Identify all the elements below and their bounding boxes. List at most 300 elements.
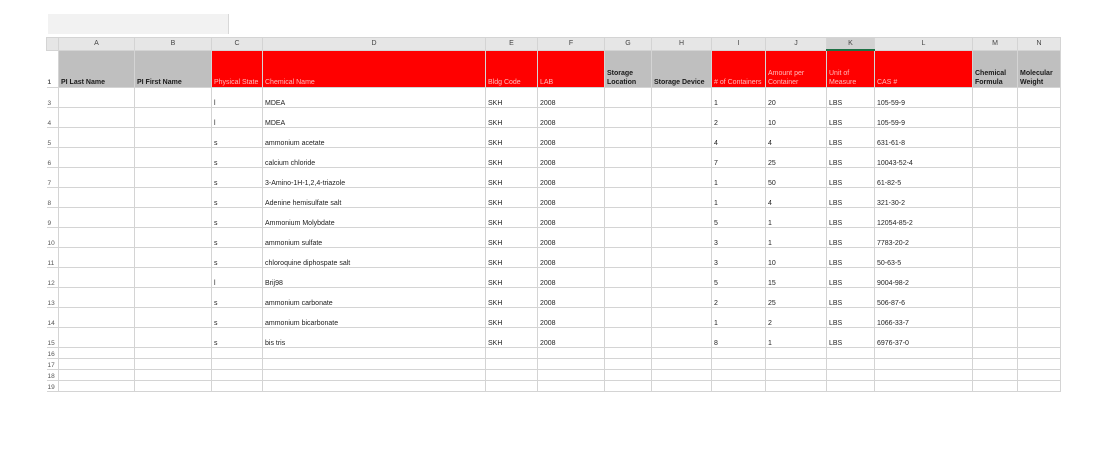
empty-cell[interactable] [263,370,486,381]
cell-chemical-name[interactable]: Brij98 [263,268,486,288]
table-row [47,228,1061,248]
header-cell-molecular-weight[interactable]: Molecular Weight [1018,50,1061,88]
empty-cell[interactable] [538,370,605,381]
cell-pi-last-name[interactable] [59,88,135,108]
cell-amount-per-container[interactable]: 4 [766,128,827,148]
empty-cell[interactable] [59,370,135,381]
table-row [47,328,1061,348]
cell-unit-of-measure[interactable]: LBS [827,188,875,208]
empty-cell[interactable] [59,381,135,392]
cell-amount-per-container[interactable]: 1 [766,228,827,248]
cell-molecular-weight[interactable] [1018,108,1061,128]
cell-num-containers[interactable]: 3 [712,228,766,248]
cell-bldg-code[interactable]: SKH [486,148,538,168]
row-header[interactable]: 3 [47,88,59,108]
cell-chemical-formula[interactable] [973,168,1018,188]
cell-amount-per-container[interactable]: 4 [766,188,827,208]
cell-bldg-code[interactable]: SKH [486,168,538,188]
empty-cell[interactable] [712,348,766,359]
cell-lab[interactable]: 2008 [538,108,605,128]
column-header-l[interactable]: L [875,38,973,51]
cell-storage-location[interactable] [605,188,652,208]
empty-cell[interactable] [212,370,263,381]
empty-cell[interactable] [1018,370,1061,381]
empty-cell[interactable] [712,381,766,392]
cell-physical-state[interactable]: s [212,308,263,328]
cell-pi-first-name[interactable] [135,148,212,168]
empty-cell[interactable] [875,348,973,359]
cell-amount-per-container[interactable]: 50 [766,168,827,188]
empty-cell[interactable] [212,381,263,392]
empty-cell[interactable] [605,359,652,370]
cell-amount-per-container[interactable]: 25 [766,288,827,308]
cell-physical-state[interactable]: l [212,88,263,108]
cell-physical-state[interactable]: s [212,208,263,228]
cell-chemical-formula[interactable] [973,188,1018,208]
column-header-i[interactable]: I [712,38,766,51]
cell-molecular-weight[interactable] [1018,328,1061,348]
cell-unit-of-measure[interactable]: LBS [827,88,875,108]
column-header-d[interactable]: D [263,38,486,51]
cell-storage-device[interactable] [652,208,712,228]
cell-chemical-name[interactable]: calcium chloride [263,148,486,168]
cell-amount-per-container[interactable]: 1 [766,208,827,228]
cell-storage-location[interactable] [605,308,652,328]
cell-physical-state[interactable]: s [212,188,263,208]
cell-num-containers[interactable]: 1 [712,88,766,108]
cell-storage-device[interactable] [652,188,712,208]
header-cell-pi-first-name[interactable]: PI First Name [135,50,212,88]
select-all-corner[interactable] [47,38,59,51]
empty-cell[interactable] [973,359,1018,370]
empty-cell[interactable] [652,381,712,392]
cell-cas-number[interactable]: 6976-37-0 [875,328,973,348]
cell-chemical-formula[interactable] [973,148,1018,168]
cell-cas-number[interactable]: 631-61-8 [875,128,973,148]
cell-pi-first-name[interactable] [135,288,212,308]
table-row [47,128,1061,148]
row-header[interactable]: 18 [47,370,59,381]
empty-cell[interactable] [973,348,1018,359]
cell-storage-device[interactable] [652,88,712,108]
cell-bldg-code[interactable]: SKH [486,88,538,108]
empty-cell[interactable] [766,359,827,370]
cell-pi-last-name[interactable] [59,188,135,208]
cell-unit-of-measure[interactable]: LBS [827,328,875,348]
cell-chemical-formula[interactable] [973,88,1018,108]
cell-amount-per-container[interactable]: 10 [766,248,827,268]
table-row [47,108,1061,128]
header-cell-storage-device[interactable]: Storage Device [652,50,712,88]
cell-storage-location[interactable] [605,88,652,108]
cell-pi-last-name[interactable] [59,168,135,188]
cell-unit-of-measure[interactable]: LBS [827,168,875,188]
cell-lab[interactable]: 2008 [538,168,605,188]
cell-pi-last-name[interactable] [59,128,135,148]
header-cell-pi-last-name[interactable]: PI Last Name [59,50,135,88]
row-header[interactable]: 19 [47,381,59,392]
row-header[interactable]: 17 [47,359,59,370]
cell-chemical-name[interactable]: ammonium bicarbonate [263,308,486,328]
cell-storage-location[interactable] [605,268,652,288]
cell-cas-number[interactable]: 105-59-9 [875,88,973,108]
empty-cell[interactable] [712,370,766,381]
table-row [47,308,1061,328]
empty-cell[interactable] [135,370,212,381]
empty-cell[interactable] [486,370,538,381]
cell-chemical-formula[interactable] [973,108,1018,128]
cell-unit-of-measure[interactable]: LBS [827,128,875,148]
cell-storage-location[interactable] [605,168,652,188]
cell-pi-first-name[interactable] [135,208,212,228]
cell-storage-location[interactable] [605,288,652,308]
empty-cell[interactable] [135,381,212,392]
cell-storage-device[interactable] [652,328,712,348]
cell-bldg-code[interactable]: SKH [486,108,538,128]
header-cell-bldg-code[interactable]: Bldg Code [486,50,538,88]
empty-cell[interactable] [875,370,973,381]
cell-num-containers[interactable]: 5 [712,268,766,288]
cell-bldg-code[interactable]: SKH [486,228,538,248]
cell-lab[interactable]: 2008 [538,268,605,288]
cell-num-containers[interactable]: 1 [712,168,766,188]
cell-chemical-formula[interactable] [973,208,1018,228]
empty-cell[interactable] [766,348,827,359]
empty-cell[interactable] [652,359,712,370]
cell-storage-device[interactable] [652,268,712,288]
cell-storage-device[interactable] [652,228,712,248]
header-cell-num-containers[interactable]: # of Containers [712,50,766,88]
cell-physical-state[interactable]: l [212,268,263,288]
cell-molecular-weight[interactable] [1018,308,1061,328]
cell-cas-number[interactable]: 9004-98-2 [875,268,973,288]
row-header[interactable]: 15 [47,328,59,348]
cell-chemical-name[interactable]: ammonium sulfate [263,228,486,248]
cell-molecular-weight[interactable] [1018,268,1061,288]
empty-cell[interactable] [135,359,212,370]
cell-unit-of-measure[interactable]: LBS [827,288,875,308]
cell-storage-location[interactable] [605,148,652,168]
column-header-b[interactable]: B [135,38,212,51]
cell-chemical-formula[interactable] [973,268,1018,288]
cell-molecular-weight[interactable] [1018,288,1061,308]
column-header-e[interactable]: E [486,38,538,51]
cell-physical-state[interactable]: s [212,288,263,308]
row-header[interactable]: 11 [47,248,59,268]
empty-cell[interactable] [1018,359,1061,370]
cell-amount-per-container[interactable]: 15 [766,268,827,288]
cell-pi-first-name[interactable] [135,268,212,288]
empty-cell[interactable] [605,370,652,381]
cell-num-containers[interactable]: 2 [712,288,766,308]
sheet-tab-strip [48,14,229,34]
cell-storage-device[interactable] [652,128,712,148]
empty-cell[interactable] [973,370,1018,381]
empty-cell[interactable] [827,359,875,370]
empty-cell[interactable] [212,359,263,370]
cell-num-containers[interactable]: 2 [712,108,766,128]
cell-physical-state[interactable]: l [212,108,263,128]
cell-num-containers[interactable]: 3 [712,248,766,268]
empty-cell[interactable] [538,348,605,359]
cell-physical-state[interactable]: s [212,228,263,248]
cell-pi-last-name[interactable] [59,288,135,308]
cell-amount-per-container[interactable]: 10 [766,108,827,128]
cell-chemical-name[interactable]: bis tris [263,328,486,348]
cell-bldg-code[interactable]: SKH [486,208,538,228]
cell-chemical-formula[interactable] [973,248,1018,268]
cell-bldg-code[interactable]: SKH [486,308,538,328]
cell-molecular-weight[interactable] [1018,248,1061,268]
cell-chemical-formula[interactable] [973,288,1018,308]
empty-cell[interactable] [486,359,538,370]
empty-cell[interactable] [712,359,766,370]
cell-chemical-formula[interactable] [973,128,1018,148]
empty-cell[interactable] [827,381,875,392]
cell-cas-number[interactable]: 61-82-5 [875,168,973,188]
cell-chemical-name[interactable]: ammonium carbonate [263,288,486,308]
cell-pi-first-name[interactable] [135,88,212,108]
cell-pi-first-name[interactable] [135,108,212,128]
cell-storage-location[interactable] [605,108,652,128]
empty-cell[interactable] [135,348,212,359]
row-header[interactable]: 12 [47,268,59,288]
empty-cell[interactable] [875,359,973,370]
column-header-k[interactable]: K [827,38,875,51]
cell-pi-last-name[interactable] [59,308,135,328]
row-header[interactable]: 6 [47,148,59,168]
cell-unit-of-measure[interactable]: LBS [827,248,875,268]
cell-chemical-name[interactable]: Ammonium Molybdate [263,208,486,228]
cell-storage-device[interactable] [652,288,712,308]
header-cell-storage-location[interactable]: Storage Location [605,50,652,88]
row-header[interactable]: 5 [47,128,59,148]
cell-lab[interactable]: 2008 [538,308,605,328]
empty-cell[interactable] [1018,348,1061,359]
empty-row [47,381,1061,392]
cell-chemical-name[interactable]: ammonium acetate [263,128,486,148]
cell-cas-number[interactable]: 1066-33-7 [875,308,973,328]
table-row [47,248,1061,268]
table-header-row [47,50,1061,88]
column-header-c[interactable]: C [212,38,263,51]
empty-cell[interactable] [486,348,538,359]
cell-molecular-weight[interactable] [1018,228,1061,248]
empty-cell[interactable] [875,381,973,392]
empty-cell[interactable] [605,348,652,359]
cell-physical-state[interactable]: s [212,128,263,148]
row-header[interactable]: 14 [47,308,59,328]
cell-unit-of-measure[interactable]: LBS [827,268,875,288]
header-cell-chemical-name[interactable]: Chemical Name [263,50,486,88]
cell-pi-last-name[interactable] [59,228,135,248]
header-cell-unit-of-measure[interactable]: Unit of Measure [827,50,875,88]
row-header[interactable]: 4 [47,108,59,128]
cell-lab[interactable]: 2008 [538,228,605,248]
empty-cell[interactable] [263,359,486,370]
row-header[interactable]: 9 [47,208,59,228]
cell-physical-state[interactable]: s [212,168,263,188]
cell-pi-last-name[interactable] [59,268,135,288]
cell-pi-last-name[interactable] [59,108,135,128]
empty-cell[interactable] [1018,381,1061,392]
cell-molecular-weight[interactable] [1018,208,1061,228]
cell-bldg-code[interactable]: SKH [486,128,538,148]
cell-storage-device[interactable] [652,148,712,168]
cell-molecular-weight[interactable] [1018,88,1061,108]
cell-bldg-code[interactable]: SKH [486,188,538,208]
cell-bldg-code[interactable]: SKH [486,288,538,308]
cell-lab[interactable]: 2008 [538,208,605,228]
cell-amount-per-container[interactable]: 25 [766,148,827,168]
empty-cell[interactable] [59,359,135,370]
cell-num-containers[interactable]: 1 [712,308,766,328]
empty-cell[interactable] [605,381,652,392]
cell-lab[interactable]: 2008 [538,88,605,108]
cell-molecular-weight[interactable] [1018,128,1061,148]
cell-unit-of-measure[interactable]: LBS [827,148,875,168]
cell-chemical-formula[interactable] [973,328,1018,348]
cell-chemical-name[interactable]: 3-Amino-1H-1,2,4-triazole [263,168,486,188]
cell-chemical-formula[interactable] [973,308,1018,328]
cell-pi-last-name[interactable] [59,208,135,228]
row-header[interactable]: 10 [47,228,59,248]
cell-physical-state[interactable]: s [212,148,263,168]
cell-storage-location[interactable] [605,128,652,148]
cell-lab[interactable]: 2008 [538,248,605,268]
empty-cell[interactable] [973,381,1018,392]
cell-storage-location[interactable] [605,248,652,268]
column-header-a[interactable]: A [59,38,135,51]
cell-chemical-name[interactable]: MDEA [263,88,486,108]
cell-cas-number[interactable]: 10043-52-4 [875,148,973,168]
table-row [47,188,1061,208]
cell-pi-last-name[interactable] [59,248,135,268]
row-header[interactable]: 8 [47,188,59,208]
header-cell-chemical-formula[interactable]: Chemical Formula [973,50,1018,88]
cell-amount-per-container[interactable]: 2 [766,308,827,328]
cell-bldg-code[interactable]: SKH [486,328,538,348]
empty-cell[interactable] [263,348,486,359]
table-row [47,148,1061,168]
header-cell-cas-number[interactable]: CAS # [875,50,973,88]
cell-cas-number[interactable]: 105-59-9 [875,108,973,128]
empty-cell[interactable] [827,370,875,381]
cell-chemical-name[interactable]: MDEA [263,108,486,128]
empty-cell[interactable] [59,348,135,359]
row-header[interactable]: 13 [47,288,59,308]
cell-cas-number[interactable]: 50-63-5 [875,248,973,268]
cell-storage-location[interactable] [605,228,652,248]
empty-cell[interactable] [652,348,712,359]
empty-cell[interactable] [538,359,605,370]
cell-bldg-code[interactable]: SKH [486,248,538,268]
cell-pi-first-name[interactable] [135,228,212,248]
cell-lab[interactable]: 2008 [538,288,605,308]
cell-cas-number[interactable]: 321-30-2 [875,188,973,208]
cell-amount-per-container[interactable]: 1 [766,328,827,348]
cell-physical-state[interactable]: s [212,328,263,348]
column-header-f[interactable]: F [538,38,605,51]
cell-unit-of-measure[interactable]: LBS [827,228,875,248]
empty-row [47,359,1061,370]
cell-num-containers[interactable]: 4 [712,128,766,148]
cell-molecular-weight[interactable] [1018,188,1061,208]
cell-pi-last-name[interactable] [59,328,135,348]
cell-cas-number[interactable]: 7783-20-2 [875,228,973,248]
cell-storage-location[interactable] [605,208,652,228]
cell-storage-device[interactable] [652,108,712,128]
empty-cell[interactable] [212,348,263,359]
cell-lab[interactable]: 2008 [538,328,605,348]
cell-storage-location[interactable] [605,328,652,348]
column-header-n[interactable]: N [1018,38,1061,51]
cell-pi-first-name[interactable] [135,248,212,268]
column-header-m[interactable]: M [973,38,1018,51]
table-row [47,168,1061,188]
cell-molecular-weight[interactable] [1018,148,1061,168]
cell-molecular-weight[interactable] [1018,168,1061,188]
cell-chemical-name[interactable]: chloroquine diphospate salt [263,248,486,268]
empty-cell[interactable] [827,348,875,359]
cell-lab[interactable]: 2008 [538,128,605,148]
cell-cas-number[interactable]: 506-87-6 [875,288,973,308]
cell-num-containers[interactable]: 1 [712,188,766,208]
header-cell-amount-per-container[interactable]: Amount per Container [766,50,827,88]
cell-chemical-formula[interactable] [973,228,1018,248]
empty-cell[interactable] [538,381,605,392]
cell-lab[interactable]: 2008 [538,148,605,168]
cell-pi-first-name[interactable] [135,308,212,328]
header-cell-physical-state[interactable]: Physical State [212,50,263,88]
cell-amount-per-container[interactable]: 20 [766,88,827,108]
column-header-j[interactable]: J [766,38,827,51]
empty-cell[interactable] [652,370,712,381]
cell-pi-last-name[interactable] [59,148,135,168]
cell-unit-of-measure[interactable]: LBS [827,208,875,228]
cell-storage-device[interactable] [652,168,712,188]
cell-pi-first-name[interactable] [135,128,212,148]
cell-unit-of-measure[interactable]: LBS [827,308,875,328]
row-header[interactable]: 1 [47,50,59,88]
cell-pi-first-name[interactable] [135,168,212,188]
cell-chemical-name[interactable]: Adenine hemisulfate salt [263,188,486,208]
cell-lab[interactable]: 2008 [538,188,605,208]
empty-row [47,370,1061,381]
empty-cell[interactable] [486,381,538,392]
empty-cell[interactable] [766,370,827,381]
cell-cas-number[interactable]: 12054-85-2 [875,208,973,228]
cell-storage-device[interactable] [652,308,712,328]
cell-pi-first-name[interactable] [135,188,212,208]
cell-bldg-code[interactable]: SKH [486,268,538,288]
cell-unit-of-measure[interactable]: LBS [827,108,875,128]
cell-num-containers[interactable]: 7 [712,148,766,168]
empty-cell[interactable] [766,381,827,392]
column-header-h[interactable]: H [652,38,712,51]
cell-pi-first-name[interactable] [135,328,212,348]
cell-num-containers[interactable]: 8 [712,328,766,348]
header-cell-lab[interactable]: LAB [538,50,605,88]
cell-physical-state[interactable]: s [212,248,263,268]
row-header[interactable]: 16 [47,348,59,359]
cell-storage-device[interactable] [652,248,712,268]
column-header-g[interactable]: G [605,38,652,51]
table-row [47,288,1061,308]
empty-cell[interactable] [263,381,486,392]
row-header[interactable]: 7 [47,168,59,188]
cell-num-containers[interactable]: 5 [712,208,766,228]
